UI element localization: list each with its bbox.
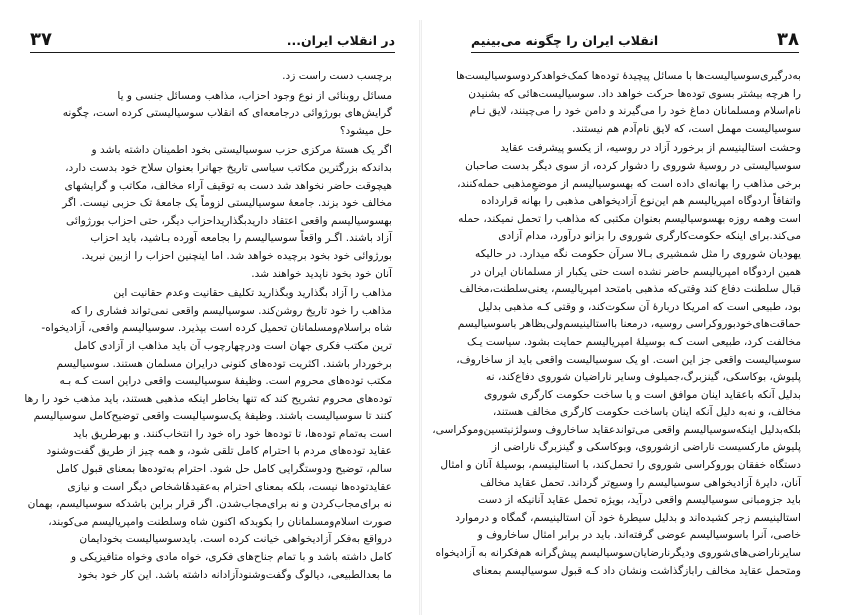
- text-line: گرایش‌های بورژوائی درجامعه‌ای که انقلاب سوسیالیستی کرده است، چگونه: [62, 107, 392, 120]
- text-line: همین اردوگاه امپریالیسم حاضر نشده است حتی یکبار از مسلمانان ایران در: [470, 265, 801, 278]
- text-line: ترین مکتب فکری جهان است ودرچهارچوب آن باید مذاهب از آزادی کامل: [73, 339, 392, 352]
- text-line: واتفاقاً اردوگاه امپریالیسم هم این‌نوع آزادیخواهی مذهبی را بهانه قرارداده: [481, 195, 801, 208]
- text-line: می‌کند.برای اینکه حکومت‌کارگری شوروی را بزانو درآورد، مدام آزادی: [498, 230, 801, 243]
- text-line: بورژوائی خود بخود برچیده خواهد شد. اما اینچنین احزاب را ازبین نبرید.: [81, 249, 392, 262]
- text-line: خاصی، آنرا باسوسیالیسم عوضی گرفته‌اند. باید در برابر امثال ساخاروف و: [477, 529, 801, 542]
- text-line: عقاید توده‌های مردم با احترام کامل تلقی شود، و همه چیز از طریق گفت‌وشنود: [46, 445, 392, 458]
- text-line: درواقع به‌فکر آزادیخواهی خیانت کرده است. بایدسوسیالیست بخودایمان: [79, 533, 392, 546]
- text-line: بود، طبیعی است که امریکا دربارهٔ آن سکوت‌کند، و وقتی کـه مذهبی بدلیل: [478, 300, 801, 313]
- text-line: مخالف خود بزند. جامعهٔ سوسیالیستی لزوماً یک جامعهٔ تک حزبی نیست. اگر: [62, 197, 392, 210]
- paragraph: [34, 88, 392, 141]
- text-line: آنان خود بخود ناپدید خواهند شد.: [251, 267, 392, 280]
- text-line: سوسیالیست واقعی جز این است. او یک سوسیالیست واقعی باید از ساخاروف،: [456, 353, 801, 366]
- text-line: بەدرگیری‌سوسیالیست‌ها با مسائل پیچیدهٔ توده‌ها کمک‌خواهدکردوسوسیالیست‌ها: [456, 70, 801, 82]
- paragraph: [34, 68, 392, 86]
- text-line: باید جزومبانی سوسیالیسم واقعی درآید، بویژه تحمل عقاید آنانیکه از دست: [477, 494, 801, 507]
- text-line: دستگاه خفقان بوروکراسی شوروی را تحمل‌کند، با استالینیسم، بوسیلهٔ آنان و امثال: [440, 459, 801, 472]
- text-line: ومتحمل عقاید مخالف راباز‌گذاشت ونشان داد کـه قبول سوسیالیسم بمعنای: [472, 564, 801, 577]
- text-line: پلیوش مارکسیست ناراضی ازشوروی، وبوکاسکی و گینزبرگ ناراضی از: [491, 441, 801, 454]
- text-line: حل میشود؟: [339, 124, 392, 137]
- text-line: کنند تا سوسیالیست باشند. وظیفهٔ یک‌سوسیالیست واقعی توضیح‌کامل سوسیالیسم: [33, 410, 392, 423]
- text-line: سالم، توضیح ودوستگرایی کامل حل شود. احترام به‌توده‌ها بمعنای قبول کامل: [56, 463, 392, 476]
- paragraph: [432, 140, 801, 580]
- text-line: کامل داشته باشد و با تمام جناح‌های فکری، خواه مادی وخواه متافیزیکی و: [71, 551, 392, 564]
- text-line: آزاد باشند. اگـر واقعاً سوسیالیسم را بجامعه آورده بـاشید، باید احزاب: [90, 232, 392, 245]
- text-line: وحشت استالینیسم از برخورد آزاد در روسیه، از یکسو پیشرفت عقاید: [500, 142, 801, 155]
- text-line: سوسیالیستی در روسیهٔ شوروی را دشوار کرده، از سوی دیگر بدست صاحبان: [465, 159, 801, 172]
- text-line: شاه براسلام‌ومسلمانان تحمیل کرده است بپذیرد. سوسیالیسم واقعی، آزادیخواه-: [41, 322, 392, 335]
- text-line: بلکه‌بدلیل اینکه‌سوسیالیسم واقعی می‌تواند‌عقاید ساخاروف وسولژنیتسین‌وموکراسی،: [432, 423, 801, 436]
- text-line: یهودیان شوروی را مثل شمشیری بـالا سرآن حکومت نگه میدارد. در حالیکه: [475, 247, 801, 260]
- text-line: برخی مذاهب را بهانه‌ای داده است که بهسوسیالیسم از موضعِ‌مذهبی حمله‌کنند،: [457, 177, 801, 190]
- paragraph: [24, 285, 392, 584]
- left-running-head: [30, 29, 395, 51]
- text-line: ما بعدالطبیعی، دیالوگ وگفت‌وشنودآزادانه داشته باشد. این کار خود بخود: [77, 568, 392, 581]
- text-line: بهسوسیالیسم واقعی اعتقاد داریدبگذاریداحزاب دیگر، حتی احزاب بورژوائی: [66, 214, 392, 227]
- text-line: بداندکه بزرگترین مکاتب سیاسی تاریخ جهانرا بعنوان سلاح خود بدست دارد،: [65, 161, 392, 174]
- text-line: پلیوش، بوکاسکی، گینزبرگ،جمیلوف وسایر ناراضیان شوروی دفاع‌کند، نه: [485, 371, 801, 384]
- text-line: مذاهب را خود تاریخ روشن‌کند. سوسیالیسم واقعی نمی‌تواند فشاری را که: [70, 304, 392, 317]
- right-body-text: [432, 68, 801, 580]
- text-line: عقایدتوده‌ها نیست، بلکه بمعنای احترام به‌عقیدهٔاشخاص دیگر است و نیازی: [67, 480, 392, 493]
- right-page-number: ۳۸: [777, 29, 799, 50]
- text-line: هیچوقت حاضر نخواهد شد دست به توقیف آراء مخالف، مکاتب و گرایشهای: [64, 179, 392, 192]
- text-line: برچسب دست راست زد.: [282, 70, 392, 82]
- text-line: قبال سلطنت دفاع کند وقتی‌که مذهبی بامتحد امپریالیسم، یعنی‌سلطنت،مخالف: [459, 283, 801, 296]
- left-header-rule: [30, 52, 395, 53]
- left-body-text: [24, 68, 392, 584]
- text-line: مکتب توده‌های محروم است. وظیفهٔ سوسیالیست واقعی دراین است کـه بـه: [59, 375, 392, 388]
- text-line: مذاهب را آزاد بگذارید وبگذارید تکلیف حقانیت وعدم حقانیت این: [113, 287, 392, 300]
- text-line: آنان، دایرهٔ آزادیخواهی سوسیالیسم را وسیع‌تر گرداند. تحمل عقاید مخالف: [480, 476, 801, 489]
- text-line: اگر یک هستهٔ مرکزی حزب سوسیالیستی بخود اطمینان داشته باشد و: [91, 144, 392, 157]
- text-line: نام‌اسلام ومسلمانان دماغ خود را می‌گیرند و دامن خود را می‌چینند، لایق نـام: [469, 105, 801, 118]
- text-line: برخوردار باشند. اکثریت توده‌های کنونی درایران مسلمان هستند. سوسیالیسم: [56, 357, 392, 370]
- right-header-rule: [471, 52, 799, 53]
- text-line: حماقت‌های‌خودبوروکراسی روسیه، درمعنا بااستالینیسم‌ولی‌بظاهر باسوسیالیسم: [457, 318, 801, 331]
- paragraph: [456, 68, 801, 138]
- left-page: [0, 0, 420, 615]
- text-line: نه برای‌مجاب‌کردن و نه برای‌مجاب‌شدن. اگر قرار براین باشدکه سوسیالیسم، بهمان: [27, 498, 392, 511]
- text-line: مسائل روبنائی از نوع وجود احزاب، مذاهب ومسائل جنسی و یا: [117, 89, 392, 102]
- text-line: توده‌های محروم تشریح کند که تنها بخاطر اینکه مذهبی هستند، باید مذهب خود را رها: [24, 392, 392, 405]
- text-line: سوسیالیست مهمل است، که لایق نام‌آدم هم نیستند.: [572, 122, 801, 135]
- right-page: [421, 0, 841, 615]
- right-running-title: انقلاب ایران را چگونه می‌بینیم: [471, 33, 659, 48]
- text-line: صورت اسلام‌ومسلمانان را بکوبدکه اکنون شاه وسلطنت وامپریالیسم می‌کوبند،: [48, 515, 392, 528]
- left-page-number: ۳۷: [30, 29, 52, 50]
- text-line: سایرناراضی‌های‌شوروی ودیگرنارضایان‌سوسیالیسم‌ پیش‌گرانه هم‌فکرانه به ‌آزادیخواه: [435, 547, 801, 560]
- paragraph: [34, 142, 392, 283]
- text-line: مخالف، و نه‌به دلیل آنکه اینان باساخت حکومت کارگری مخالف هستند،: [492, 406, 801, 419]
- text-line: بدلیل آنکه باعقاید اینان موافق است و یا ساخت حکومت کارگری شوروی: [483, 388, 801, 401]
- text-line: مخالفت کرد، طبیعی است کـه بوسیلهٔ امپریالیسم حمایت بشود. سیاست یـک: [466, 335, 801, 348]
- text-line: است به‌تمام توده‌ها، تا توده‌ها خود راه خود را انتخاب‌کنند. و بهرطریق باید: [73, 427, 392, 440]
- text-line: را هرچه بیشتر بسوی توده‌ها حرکت خواهد داد. سوسیالیست‌هائی که بشنیدن: [468, 87, 801, 100]
- text-line: استالینیسم زجر کشیده‌اند و بدلیل سیطرهٔ خود آن استالینیسم، گمگاه و درموارد: [455, 511, 801, 524]
- right-running-head: [471, 29, 799, 51]
- text-line: است وهمه روزه بهسوسیالیسم بعنوان مکتبی که مذاهب را تحمل نمیکند، حمله: [458, 212, 801, 225]
- left-running-title: در انقلاب ایران...: [286, 33, 395, 48]
